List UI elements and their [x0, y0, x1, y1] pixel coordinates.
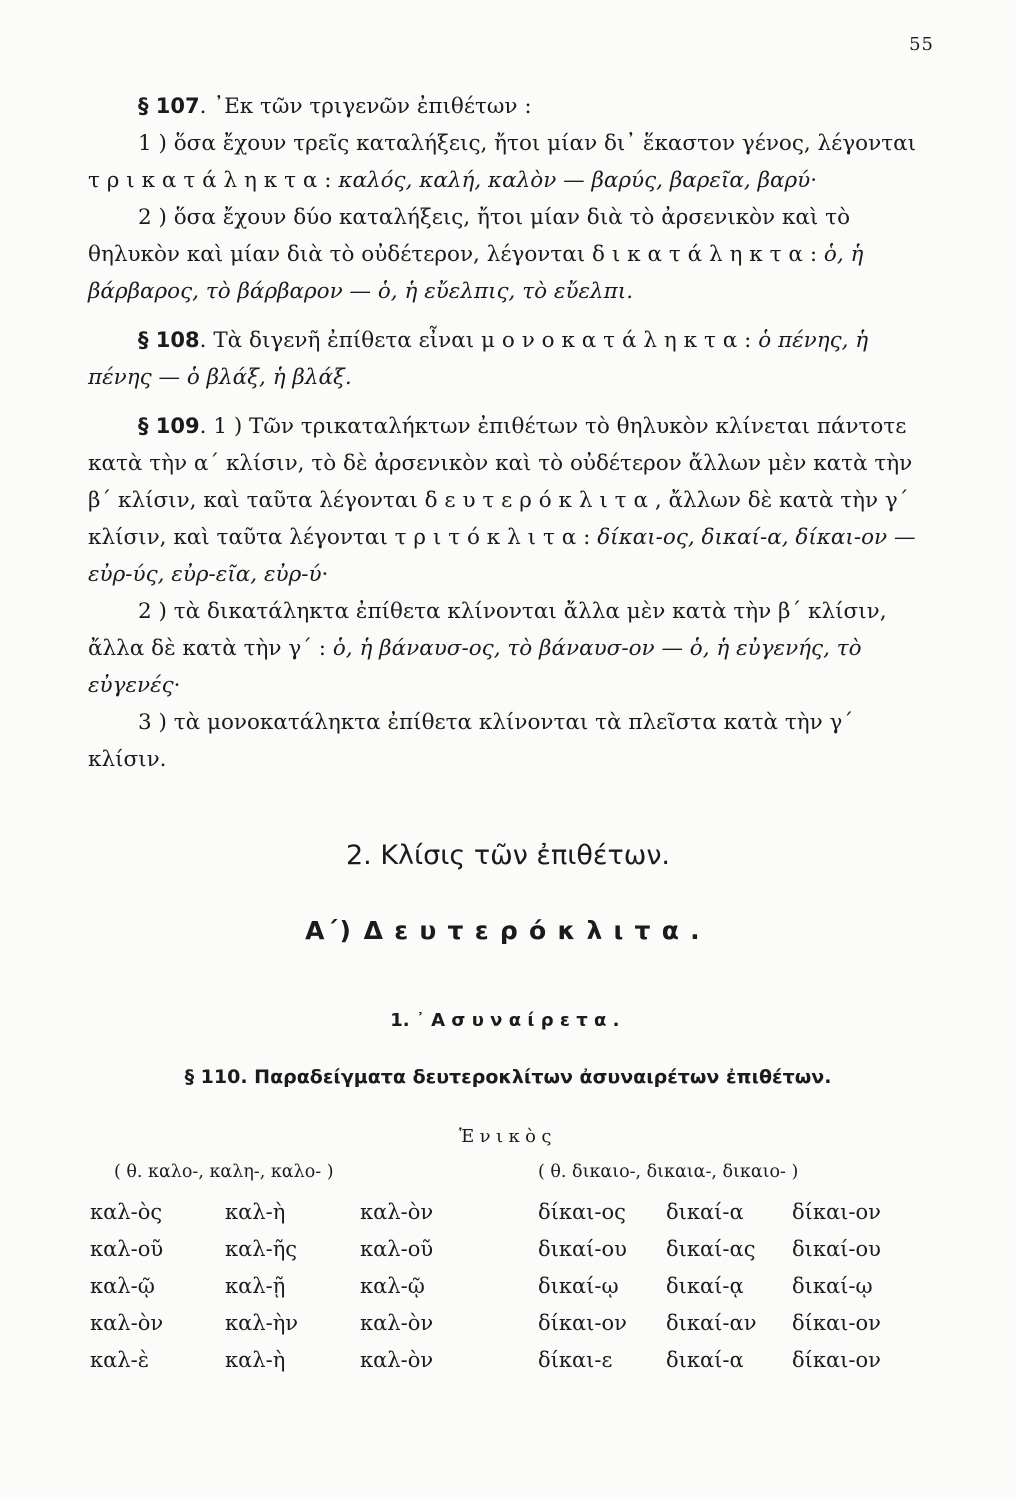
example-words: ὁ, ἡ βάρβαρος, τὸ βάρβαρον — ὁ, ἡ εὔελπις, τὸ εὔελπι.	[88, 242, 864, 304]
section-number: § 110	[184, 1066, 241, 1088]
table-cell: δικαί-ας	[666, 1237, 756, 1261]
table-row	[538, 1200, 912, 1237]
table-cell: δικαί-ᾳ	[666, 1274, 744, 1298]
stem-note-left: ( θ. καλο-, καλη-, καλο- )	[114, 1162, 334, 1182]
section-110-title: . Παραδείγματα δευτεροκλίτων ἀσυναιρέτων ἐπιθέτων.	[240, 1066, 832, 1088]
table-row	[538, 1348, 912, 1385]
paragraph-text: :	[744, 328, 759, 353]
table-cell: καλ-ὸς	[90, 1200, 163, 1224]
paragraph-text: :	[324, 168, 339, 193]
table-cell: καλ-ὸν	[360, 1348, 434, 1372]
table-cell: καλ-ὸν	[360, 1200, 434, 1224]
subheading-term: ᾽Ασυναίρετα.	[415, 1010, 626, 1031]
body-text	[88, 88, 928, 778]
paragraph-text: :	[809, 242, 824, 267]
example-words: καλός, καλή, καλὸν — βαρύς, βαρεῖα, βαρύ	[338, 168, 811, 193]
example-words: δίκαι-ος, δικαί-α, δίκαι-ον — εὐρ-ύς, εὐρ-εῖα, εὐρ-ύ	[88, 525, 916, 587]
table-row	[538, 1274, 912, 1311]
table-cell: δίκαι-ον	[792, 1311, 881, 1335]
section-number: § 107	[138, 94, 200, 118]
table-cell: δίκαι-ον	[538, 1311, 627, 1335]
spaced-term: μονοκατάληκτα	[481, 328, 745, 353]
table-cell: καλ-ῇ	[225, 1274, 286, 1298]
paragraph-text: 2 ) τὰ δικατάληκτα ἐπίθετα κλίνονται ἄλλα μὲν κατὰ τὴν β΄ κλίσιν, ἄλλα δὲ κατὰ τὴν γ΄ :	[88, 599, 887, 661]
section-107-paragraph-2	[88, 199, 928, 310]
declension-table-left	[90, 1200, 480, 1385]
page-number: 55	[909, 34, 934, 55]
paragraph-text: . Τὰ διγενῆ ἐπίθετα εἶναι	[199, 328, 482, 353]
table-cell: δικαί-ου	[538, 1237, 627, 1261]
section-107-title: . ᾽Εκ τῶν τριγενῶν ἐπιθέτων :	[199, 94, 532, 119]
table-cell: καλ-ὸν	[360, 1311, 434, 1335]
section-109-paragraph-1	[88, 408, 928, 593]
subheading-a	[0, 916, 1016, 945]
subheading-prefix: 1.	[390, 1010, 416, 1031]
table-cell: δικαί-ῳ	[792, 1274, 873, 1298]
table-cell: καλ-ὴ	[225, 1348, 286, 1372]
section-107-paragraph-1	[88, 125, 928, 199]
table-row	[90, 1200, 480, 1237]
table-cell: καλ-ὸν	[90, 1311, 164, 1335]
chapter-heading: 2. Κλίσις τῶν ἐπιθέτων.	[346, 840, 670, 871]
subheading-1	[0, 1010, 1016, 1031]
singular-label: Ἑνικὸς	[459, 1126, 557, 1147]
table-cell: καλ-ὴ	[225, 1200, 286, 1224]
table-cell: δίκαι-ον	[792, 1348, 881, 1372]
table-cell: καλ-ῷ	[90, 1274, 155, 1298]
table-cell: δίκαι-ε	[538, 1348, 613, 1372]
section-number: § 108	[138, 328, 200, 352]
table-cell: δικαί-αν	[666, 1311, 757, 1335]
section-number: § 109	[138, 414, 200, 438]
subheading-term: Δευτερόκλιτα.	[363, 916, 711, 945]
table-row	[538, 1311, 912, 1348]
spaced-term: δευτερόκλιτα	[424, 488, 655, 513]
example-words: ὁ, ἡ βάναυσ-ος, τὸ βάναυσ-ον — ὁ, ἡ εὐγενής, τὸ εὐγενές	[88, 636, 862, 698]
paragraph-text: ·	[810, 168, 818, 193]
spaced-term: τριτόκλιτα	[394, 525, 584, 550]
section-109-paragraph-2	[88, 593, 928, 704]
paragraph-text: :	[583, 525, 598, 550]
paragraph-text: 1 ) ὅσα ἔχουν τρεῖς καταλήξεις, ἤτοι μίαν δι᾽ ἕκαστον γένος, λέγονται	[138, 131, 917, 156]
paragraph-text: 2 ) ὅσα ἔχουν δύο καταλήξεις, ἤτοι μίαν διὰ τὸ ἀρσενικὸν καὶ τὸ θηλυκὸν καὶ μίαν διὰ τὸ οὐδέτερον, λέγονται	[88, 205, 851, 267]
table-cell: δικαί-α	[666, 1200, 744, 1224]
table-row	[90, 1237, 480, 1274]
table-cell: καλ-ὴν	[225, 1311, 299, 1335]
section-108	[88, 322, 928, 396]
spaced-term: τρικατάληκτα	[88, 168, 325, 193]
section-109-paragraph-3: 3 ) τὰ μονοκατάληκτα ἐπίθετα κλίνονται τὰ πλεῖστα κατὰ τὴν γ΄ κλίσιν.	[88, 710, 854, 772]
paragraph-text: ·	[321, 562, 329, 587]
table-cell: καλ-οῦ	[360, 1237, 434, 1261]
spaced-term: δικατάληκτα	[592, 242, 810, 267]
declension-table-right	[538, 1200, 912, 1385]
table-cell: δικαί-α	[666, 1348, 744, 1372]
table-row	[538, 1237, 912, 1274]
table-cell: δίκαι-ον	[792, 1200, 881, 1224]
section-107-heading	[88, 88, 928, 125]
section-110-heading	[0, 1066, 1016, 1088]
table-cell: δικαί-ου	[792, 1237, 881, 1261]
table-row	[90, 1311, 480, 1348]
table-row	[90, 1274, 480, 1311]
subheading-prefix: Α΄)	[305, 916, 364, 945]
table-cell: δίκαι-ος	[538, 1200, 626, 1224]
table-cell: καλ-ῷ	[360, 1274, 425, 1298]
table-cell: δικαί-ῳ	[538, 1274, 619, 1298]
table-cell: καλ-ὲ	[90, 1348, 149, 1372]
stem-note-right: ( θ. δικαιο-, δικαια-, δικαιο- )	[538, 1162, 799, 1182]
table-row	[90, 1348, 480, 1385]
paragraph-text: , ἄλλων δὲ κατὰ τὴν γ΄ κλίσιν, καὶ ταῦτα λέγονται	[88, 488, 909, 550]
table-cell: καλ-ῆς	[225, 1237, 298, 1261]
table-cell: καλ-οῦ	[90, 1237, 164, 1261]
paragraph-text: ·	[173, 673, 181, 698]
example-words: ὁ πένης, ἡ πένης — ὁ βλάξ, ἡ βλάξ.	[88, 328, 869, 390]
paragraph-text: . 1 ) Τῶν τρικαταλήκτων ἐπιθέτων τὸ θηλυκὸν κλίνεται πάντοτε κατὰ τὴν α΄ κλίσιν, τὸ δὲ ἀρσενικὸν καὶ τὸ οὐδέτερον ἄλλων μὲν κατὰ τὴν β΄ κλίσιν, καὶ ταῦτα λέγονται	[88, 414, 913, 513]
